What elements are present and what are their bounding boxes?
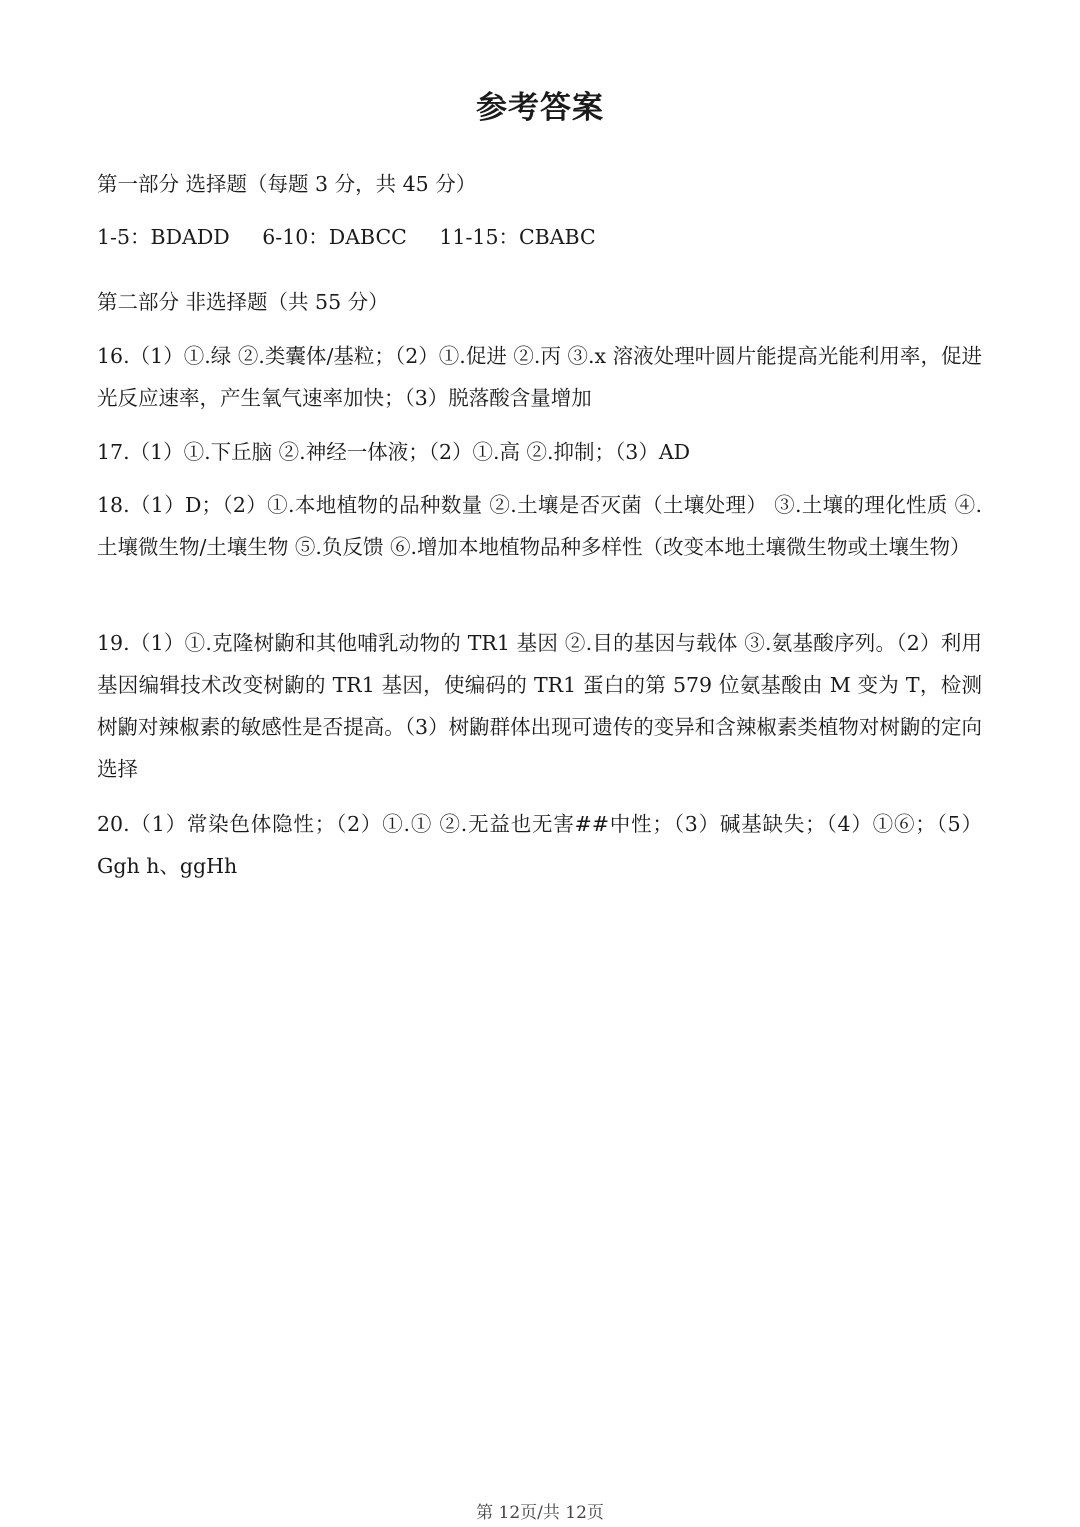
page-title: 参考答案 bbox=[476, 90, 604, 126]
answer-20: 20.（1）常染色体隐性；（2）①.① ②.无益也无害##中性；（3）碱基缺失；（4）①⑥；（5）Ggh h、ggHh bbox=[97, 812, 982, 878]
answers-1-5: 1-5：BDADD bbox=[97, 225, 230, 249]
answer-16: 16.（1）①.绿 ②.类囊体/基粒；（2）①.促进 ②.丙 ③.x 溶液处理叶圆片能提高光能利用率，促进光反应速率，产生氧气速率加快；（3）脱落酸含量增加 bbox=[97, 344, 982, 410]
answer-17: 17.（1）①.下丘脑 ②.神经一体液；（2）①.高 ②.抑制；（3）AD bbox=[97, 440, 691, 464]
part1-heading: 第一部分 选择题（每题 3 分，共 45 分） bbox=[97, 172, 477, 196]
answer-19: 19.（1）①.克隆树鼩和其他哺乳动物的 TR1 基因 ②.目的基因与载体 ③.氨基酸序列。（2）利用基因编辑技术改变树鼩的 TR1 基因，使编码的 TR1 蛋白的第 579 位氨基酸由 M 变为 T，检测树鼩对辣椒素的敏感性是否提高。（3）树鼩群体出现可遗传的变异和含辣椒素类植物对树鼩的定向选择 bbox=[97, 631, 982, 781]
answers-11-15: 11-15：CBABC bbox=[439, 225, 596, 249]
part2-heading: 第二部分 非选择题（共 55 分） bbox=[97, 290, 389, 314]
page-footer: 第 12页/共 12页 bbox=[476, 1503, 604, 1523]
answers-6-10: 6-10：DABCC bbox=[262, 225, 407, 249]
choice-answers bbox=[97, 216, 987, 258]
answer-18: 18.（1）D；（2）①.本地植物的品种数量 ②.土壤是否灭菌（土壤处理） ③.土壤的理化性质 ④.土壤微生物/土壤生物 ⑤.负反馈 ⑥.增加本地植物品种多样性（改变本地土壤微生物或土壤生物） bbox=[97, 493, 982, 559]
